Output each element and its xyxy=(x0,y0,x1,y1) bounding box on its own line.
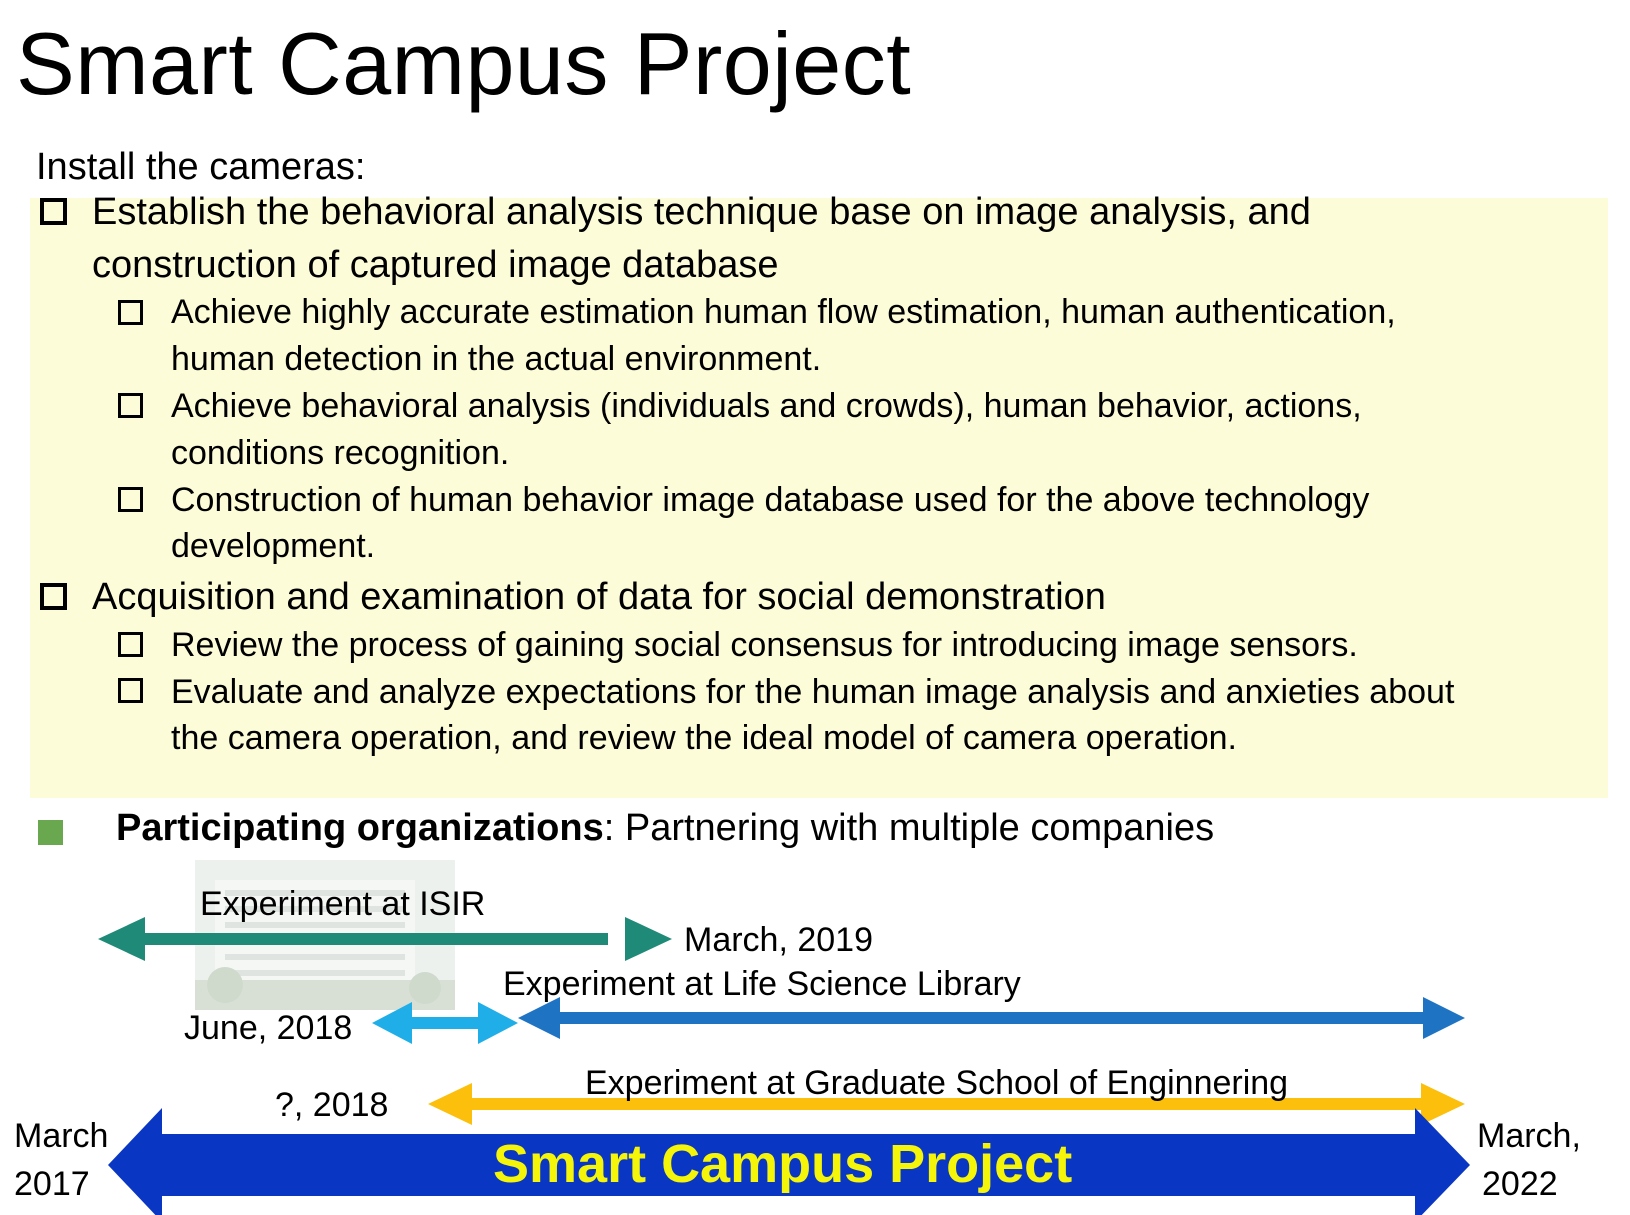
project-start-year: 2017 xyxy=(14,1165,90,1203)
bullet-2-2-line-2: the camera operation, and review the ideal model of camera operation. xyxy=(171,719,1237,757)
participating-separator: : xyxy=(603,807,615,849)
library-start-date: June, 2018 xyxy=(184,1009,353,1047)
intro-text: Install the cameras: xyxy=(36,146,366,188)
library-label: Experiment at Life Science Library xyxy=(503,965,1021,1003)
bullet-2-2-line-1: Evaluate and analyze expectations for the human image analysis and anxieties about xyxy=(171,673,1455,711)
participating-text: Partnering with multiple companies xyxy=(624,807,1215,849)
bullet-1-1-line-2: human detection in the actual environment. xyxy=(171,340,822,378)
bullet-1-2-line-2: conditions recognition. xyxy=(171,434,510,472)
participating-label: Participating organizations xyxy=(116,807,604,849)
project-arrow-label: Smart Campus Project xyxy=(493,1134,1073,1194)
bullet-1-2-line-1: Achieve behavioral analysis (individuals and crowds), human behavior, actions, xyxy=(171,387,1362,425)
bullet-1-1-line-1: Achieve highly accurate estimation human flow estimation, human authentication, xyxy=(171,293,1396,331)
bullet-1-line-1: Establish the behavioral analysis technique base on image analysis, and xyxy=(92,191,1311,233)
bullet-2-1-line-1: Review the process of gaining social consensus for introducing image sensors. xyxy=(171,626,1358,664)
bullet-1-line-2: construction of captured image database xyxy=(92,244,779,286)
bullet-1-3-line-1: Construction of human behavior image database used for the above technology xyxy=(171,481,1370,519)
bullet-1-3-line-2: development. xyxy=(171,527,376,565)
isir-label: Experiment at ISIR xyxy=(200,885,486,923)
isir-end-date: March, 2019 xyxy=(684,921,873,959)
project-end-year: 2022 xyxy=(1482,1165,1558,1203)
library-start-arrow xyxy=(372,1002,518,1044)
project-start-month: March xyxy=(14,1117,109,1155)
engineering-start-date: ?, 2018 xyxy=(275,1086,389,1124)
project-end-month: March, xyxy=(1477,1117,1581,1155)
engineering-label: Experiment at Graduate School of Enginnering xyxy=(585,1064,1289,1102)
page-title: Smart Campus Project xyxy=(16,14,912,113)
bullet-2-line-1: Acquisition and examination of data for social demonstration xyxy=(92,576,1106,618)
